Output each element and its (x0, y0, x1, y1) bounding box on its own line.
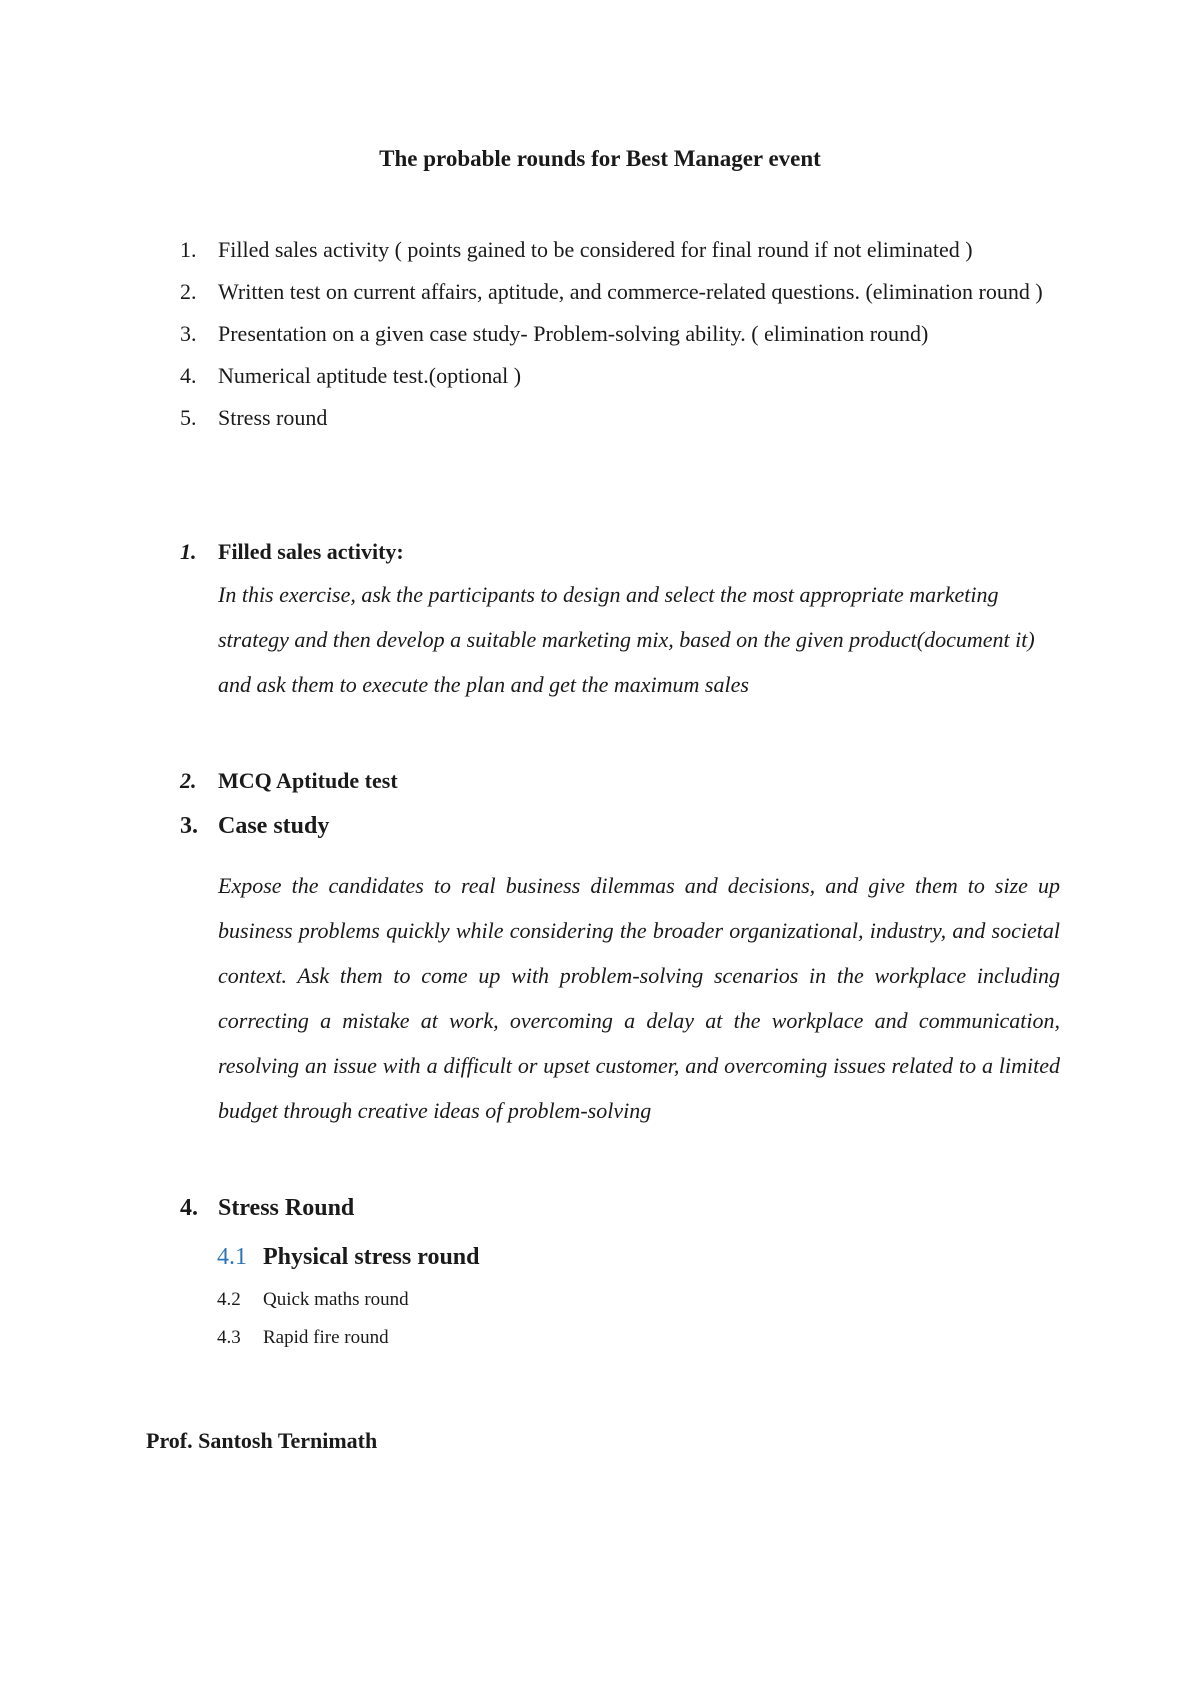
list-item (180, 271, 1060, 313)
list-item-number: 3. (180, 321, 197, 346)
list-item-text: Filled sales activity ( points gained to be considered for final round if not eliminated ) (218, 237, 973, 262)
list-item (180, 313, 1060, 355)
subitem-quick-maths-round (217, 1287, 409, 1313)
section-heading-text: MCQ Aptitude test (218, 768, 398, 793)
subitem-number: 4.2 (217, 1289, 241, 1310)
list-item (180, 229, 1060, 271)
subitem-text: Physical stress round (263, 1244, 480, 1270)
section-case-study (180, 811, 1060, 1133)
section-number: 1. (180, 539, 197, 564)
list-item-number: 5. (180, 405, 197, 430)
section-heading-text: Stress Round (218, 1195, 355, 1221)
subitem-rapid-fire-round (217, 1325, 389, 1351)
section-heading (180, 766, 1060, 796)
section-number: 3. (180, 813, 198, 839)
section-mcq-aptitude-test (180, 766, 1060, 796)
page-title: The probable rounds for Best Manager event (379, 146, 821, 171)
section-number: 4. (180, 1195, 198, 1221)
section-number: 2. (180, 768, 197, 793)
list-item-text: Numerical aptitude test.(optional ) (218, 363, 522, 388)
section-filled-sales-activity (180, 537, 1060, 707)
section-body: In this exercise, ask the participants to design and select the most appropriate marketing strategy and then develop a suitable marketing mix, based on the given product(document it) and ask them to execute the plan and get the maximum sales (218, 582, 1035, 697)
list-item (180, 355, 1060, 397)
section-heading (180, 1193, 1060, 1223)
list-item-number: 2. (180, 279, 197, 304)
list-item-text: Written test on current affairs, aptitude, and commerce-related questions. (elimination round ) (218, 279, 1043, 304)
subitem-physical-stress-round (217, 1242, 479, 1272)
section-heading (180, 811, 1060, 841)
rounds-summary-list (180, 229, 1060, 439)
section-heading-text: Case study (218, 813, 330, 839)
list-item-number: 1. (180, 237, 197, 262)
list-item-number: 4. (180, 363, 197, 388)
subitem-text: Rapid fire round (263, 1327, 389, 1348)
section-body: Expose the candidates to real business dilemmas and decisions, and give them to size up business problems quickly while considering the broader organizational, industry, and societal context. Ask them to come up with problem-solving scenarios in the workplace including correcting a mistake at work, overcoming a delay at the workplace and communication, resolving an issue with a difficult or upset customer, and overcoming issues related to a limited budget through creative ideas of problem-solving (218, 873, 1060, 1123)
section-stress-round (180, 1193, 1060, 1223)
list-item-text: Stress round (218, 405, 328, 430)
section-heading-text: Filled sales activity: (218, 539, 404, 564)
list-item (180, 397, 1060, 439)
author-signature: Prof. Santosh Ternimath (146, 1428, 378, 1453)
section-heading (180, 537, 1060, 567)
list-item-text: Presentation on a given case study- Problem-solving ability. ( elimination round) (218, 321, 929, 346)
subitem-number: 4.3 (217, 1327, 241, 1348)
subitem-number: 4.1 (217, 1244, 247, 1270)
subitem-text: Quick maths round (263, 1289, 409, 1310)
